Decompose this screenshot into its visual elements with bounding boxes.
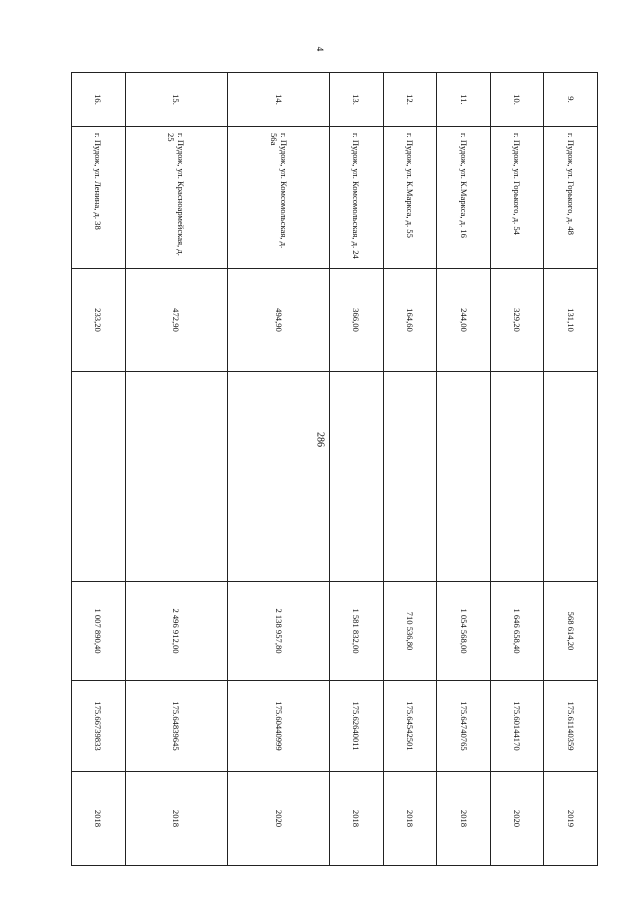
cost-cell: 568 614,20	[544, 582, 598, 681]
table-row	[544, 73, 598, 866]
year-cell: 2018	[383, 772, 437, 866]
page-number: 286	[314, 432, 326, 447]
row-number: 16.	[72, 73, 126, 127]
cost-cell: 2 138 957,80	[227, 582, 329, 681]
row-number: 12.	[383, 73, 437, 127]
year-cell: 2020	[227, 772, 329, 866]
area-cell: 164,60	[383, 269, 437, 372]
cost-cell: 1 581 832,00	[330, 582, 384, 681]
address-cell: г. Пудож, ул. Комсомольская, д. 56а	[227, 127, 329, 269]
building-id-cell: 175.66739833	[72, 681, 126, 772]
table-row	[437, 73, 491, 866]
area-cell: 494,90	[227, 269, 329, 372]
work-description-cell	[383, 372, 437, 582]
row-number: 10.	[490, 73, 544, 127]
work-description-cell	[72, 372, 126, 582]
building-id-cell: 175.61140359	[544, 681, 598, 772]
address-cell: г. Пудож, ул. Комсомольская, д. 24	[330, 127, 384, 269]
year-cell: 2018	[125, 772, 227, 866]
table-row	[125, 73, 227, 866]
building-id-cell: 175.60440999	[227, 681, 329, 772]
year-cell: 2020	[490, 772, 544, 866]
table-row	[227, 73, 329, 866]
work-description-cell	[330, 372, 384, 582]
area-cell: 233,20	[72, 269, 126, 372]
row-number: 14.	[227, 73, 329, 127]
year-cell: 2018	[72, 772, 126, 866]
row-number: 13.	[330, 73, 384, 127]
area-cell: 131,10	[544, 269, 598, 372]
area-cell: 472,90	[125, 269, 227, 372]
year-cell: 2018	[437, 772, 491, 866]
address-cell: г. Пудож, ул. Красноармейская, д. 25	[125, 127, 227, 269]
row-number: 9.	[544, 73, 598, 127]
work-description-cell	[437, 372, 491, 582]
table-row	[490, 73, 544, 866]
work-description-cell	[125, 372, 227, 582]
building-id-cell: 175.64542501	[383, 681, 437, 772]
area-cell: 366,00	[330, 269, 384, 372]
address-cell: г. Пудож, ул. Ленина, д. 38	[72, 127, 126, 269]
table-frame	[71, 72, 598, 865]
address-cell: г. Пудож, ул. К.Маркса, д. 55	[383, 127, 437, 269]
work-description-cell	[544, 372, 598, 582]
table-body	[72, 73, 598, 866]
cost-cell: 1 007 890,40	[72, 582, 126, 681]
year-cell: 2019	[544, 772, 598, 866]
work-description-cell	[490, 372, 544, 582]
work-description-cell	[227, 372, 329, 582]
rotated-table-area	[71, 72, 598, 865]
building-id-cell: 175.60144170	[490, 681, 544, 772]
address-cell: г. Пудож, ул. К.Маркса, д. 16	[437, 127, 491, 269]
row-number: 15.	[125, 73, 227, 127]
table-row	[383, 73, 437, 866]
cost-cell: 710 536,80	[383, 582, 437, 681]
cost-cell: 1 054 568,00	[437, 582, 491, 681]
sheet-number: 4	[315, 46, 325, 52]
building-id-cell: 175.64839645	[125, 681, 227, 772]
address-cell: г. Пудож, ул. Горького, д. 54	[490, 127, 544, 269]
cost-cell: 2 496 912,00	[125, 582, 227, 681]
area-cell: 329,20	[490, 269, 544, 372]
building-id-cell: 175.62640011	[330, 681, 384, 772]
table-row	[72, 73, 126, 866]
cost-cell: 1 646 658,40	[490, 582, 544, 681]
table-row	[330, 73, 384, 866]
address-cell: г. Пудож, ул. Горького, д. 48	[544, 127, 598, 269]
year-cell: 2018	[330, 772, 384, 866]
row-number: 11.	[437, 73, 491, 127]
building-id-cell: 175.64740765	[437, 681, 491, 772]
housing-repair-table	[71, 72, 598, 866]
area-cell: 244,00	[437, 269, 491, 372]
